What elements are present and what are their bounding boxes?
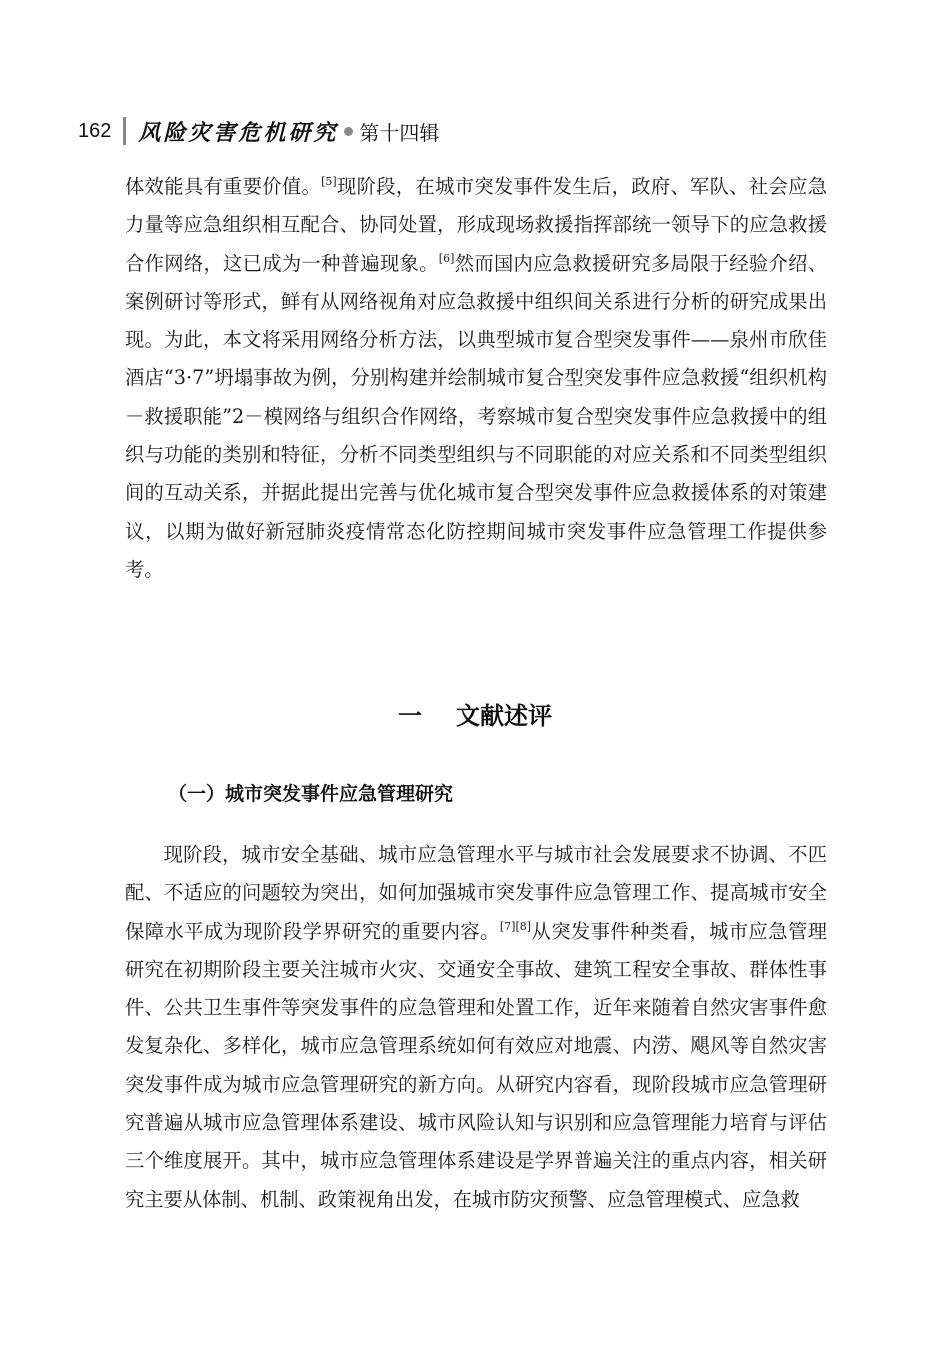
bullet-dot-icon <box>344 127 353 136</box>
subsection-heading: （一）城市突发事件应急管理研究 <box>168 783 454 805</box>
paragraph-text: 体效能具有重要价值。 <box>125 175 322 198</box>
citation-ref: [7][8] <box>499 919 532 933</box>
paragraph-intro <box>125 168 827 589</box>
section-number: 一 <box>398 702 422 730</box>
page-number: 162 <box>78 119 112 142</box>
paragraph-text: 然而国内应急救援研究多局限于经验介绍、案例研讨等形式，鲜有从网络视角对应急救援中组织间关系进行分析的研究成果出现。为此，本文将采用网络分析方法，以典型城市复合型突发事件——泉州市欣佳酒店“3·7”坍塌事故为例，分别构建并绘制城市复合型突发事件应急救援“组织机构－救援职能”2－模网络与组织合作网络，考察城市复合型突发事件应急救援中的组织与功能的类别和特征，分析不同类型组织与不同职能的对应关系和不同类型组织间的互动关系，并据此提出完善与优化城市复合型突发事件应急救援体系的对策建议，以期为做好新冠肺炎疫情常态化防控期间城市突发事件应急管理工作提供参考。 <box>125 251 828 581</box>
section-title: 文献述评 <box>456 702 552 730</box>
paragraph-text: 现阶段，城市安全基础、城市应急管理水平与城市社会发展要求不协调、不匹配、不适应的问题较为突出，如何加强城市突发事件应急管理工作、提高城市安全保障水平成为现阶段学界研究的重要内容。 <box>125 843 827 943</box>
running-header <box>78 113 439 149</box>
paragraph-urban-emergency <box>125 836 827 1219</box>
journal-title: 风险灾害危机研究 <box>138 119 339 146</box>
header-divider <box>123 117 126 145</box>
citation-ref: [5] <box>321 175 337 188</box>
paragraph-text: 现阶段，在城市突发事件发生后，政府、军队、社会应急力量等应急组织相互配合、协同处置，形成现场救援指挥部统一领导下的应急救援合作网络，这已成为一种普遍现象。 <box>125 175 828 275</box>
section-heading <box>0 696 950 731</box>
issue-label: 第十四辑 <box>359 120 440 145</box>
citation-ref: [6] <box>438 251 455 265</box>
paragraph-text: 从突发事件种类看，城市应急管理研究在初期阶段主要关注城市火灾、交通安全事故、建筑工程安全事故、群体性事件、公共卫生事件等突发事件的应急管理和处置工作，近年来随着自然灾害事件愈发复杂化、多样化，城市应急管理系统如何有效应对地震、内涝、飓风等自然灾害突发事件成为城市应急管理研究的新方向。从研究内容看，现阶段城市应急管理研究普遍从城市应急管理体系建设、城市风险认知与识别和应急管理能力培育与评估三个维度展开。其中，城市应急管理体系建设是学界普遍关注的重点内容，相关研究主要从体制、机制、政策视角出发，在城市防灾预警、应急管理模式、应急救 <box>125 919 827 1211</box>
